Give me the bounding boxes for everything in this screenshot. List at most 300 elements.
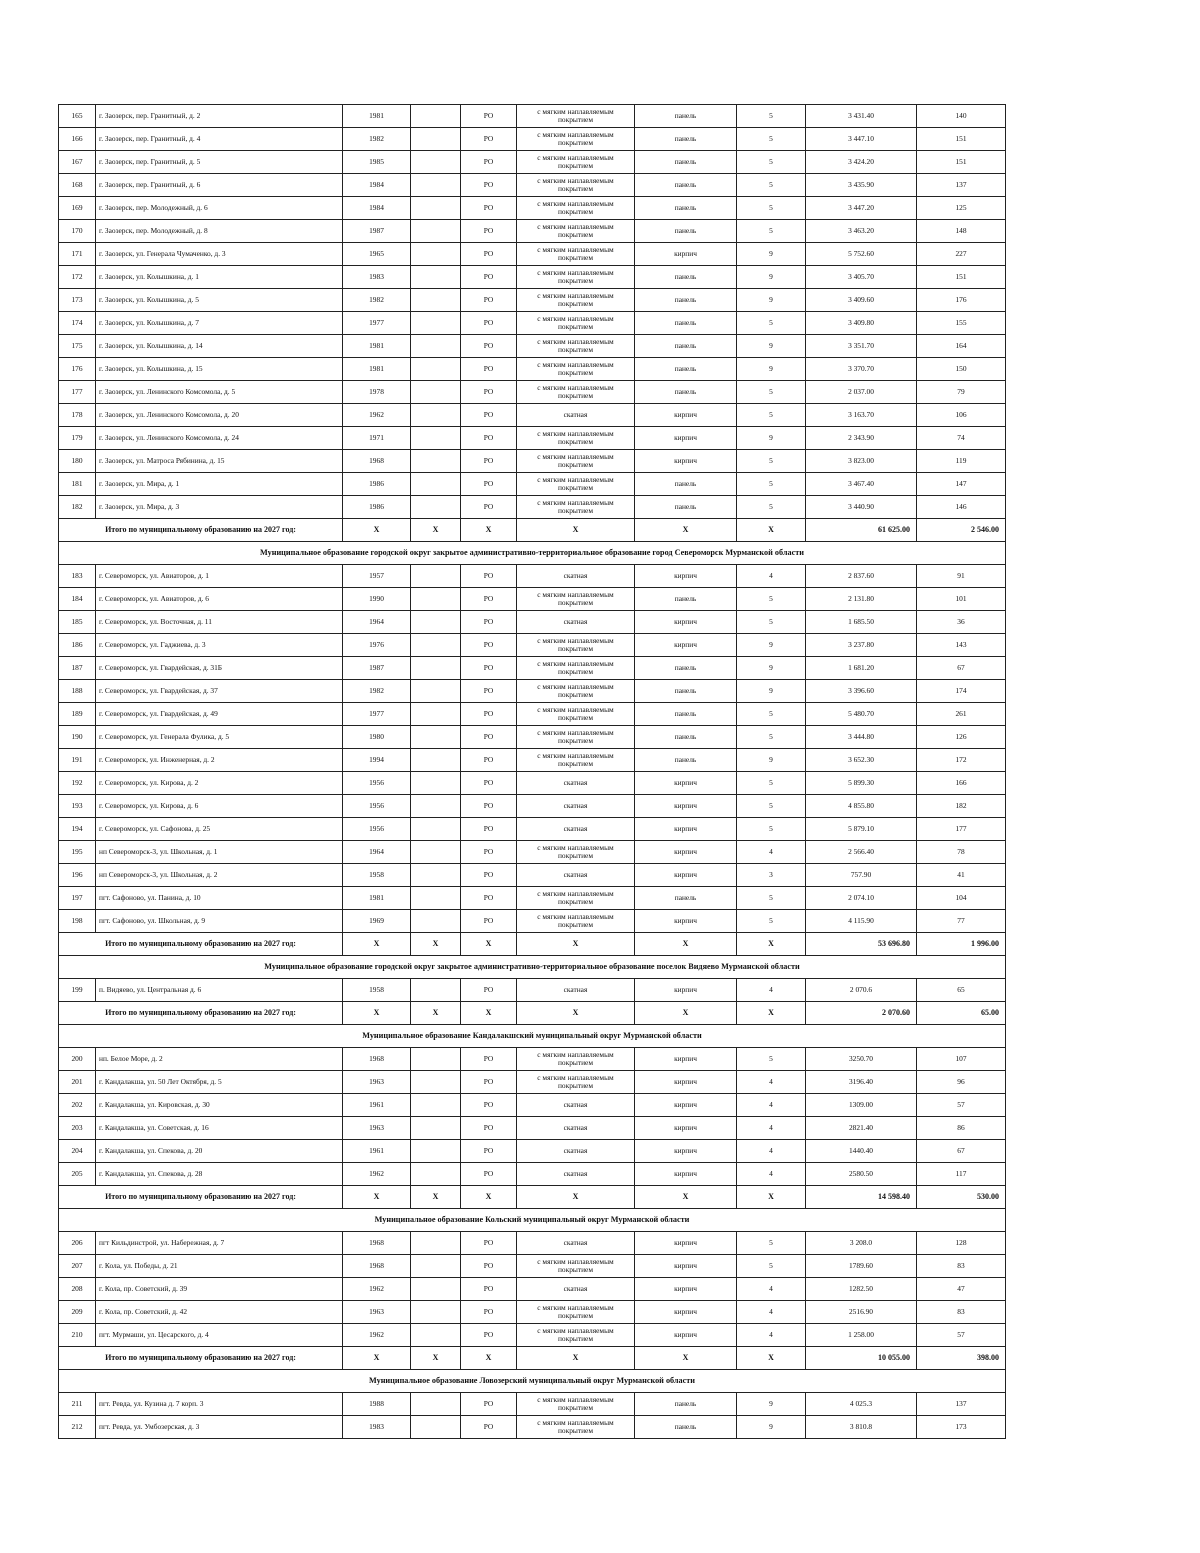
table-row bbox=[59, 128, 1006, 151]
residents-cell: 74 bbox=[917, 427, 1006, 450]
residents-cell: 41 bbox=[917, 864, 1006, 887]
area-cell: 1 258.00 bbox=[806, 1324, 917, 1347]
operator-cell: РО bbox=[461, 450, 517, 473]
operator-cell: РО bbox=[461, 1117, 517, 1140]
area-cell: 3 409.80 bbox=[806, 312, 917, 335]
wall-material-cell: кирпич bbox=[635, 1232, 737, 1255]
table-row bbox=[59, 312, 1006, 335]
year-built-cell: 1964 bbox=[343, 611, 411, 634]
address-cell: г. Заозерск, ул. Колышкина, д. 14 bbox=[96, 335, 343, 358]
address-cell: г. Кандалакша, ул. Спекова, д. 28 bbox=[96, 1163, 343, 1186]
roof-type-cell: с мягким наплавляемым покрытием bbox=[517, 381, 635, 404]
area-cell: 5 752.60 bbox=[806, 243, 917, 266]
row-number-cell: 177 bbox=[59, 381, 96, 404]
empty-cell bbox=[411, 128, 461, 151]
floors-cell: 4 bbox=[737, 1071, 806, 1094]
floors-cell: 4 bbox=[737, 979, 806, 1002]
operator-cell: РО bbox=[461, 887, 517, 910]
operator-cell: РО bbox=[461, 657, 517, 680]
address-cell: г. Заозерск, пер. Гранитный, д. 4 bbox=[96, 128, 343, 151]
address-cell: г. Кандалакша, ул. 50 Лет Октября, д. 5 bbox=[96, 1071, 343, 1094]
table-row bbox=[59, 818, 1006, 841]
subtotal-area-cell: 53 696.80 bbox=[806, 933, 917, 956]
table-row bbox=[59, 1048, 1006, 1071]
floors-cell: 9 bbox=[737, 749, 806, 772]
roof-type-cell: скатная bbox=[517, 1232, 635, 1255]
operator-cell: РО bbox=[461, 1071, 517, 1094]
subtotal-row bbox=[59, 1002, 1006, 1025]
operator-cell: РО bbox=[461, 680, 517, 703]
roof-type-cell: с мягким наплавляемым покрытием bbox=[517, 703, 635, 726]
address-cell: г. Заозерск, пер. Молодежный, д. 6 bbox=[96, 197, 343, 220]
residents-cell: 77 bbox=[917, 910, 1006, 933]
year-built-cell: 1981 bbox=[343, 358, 411, 381]
empty-cell bbox=[411, 358, 461, 381]
table-row bbox=[59, 105, 1006, 128]
subtotal-label: Итого по муниципальному образованию на 2027 год: bbox=[59, 519, 343, 542]
floors-cell: 5 bbox=[737, 818, 806, 841]
table-row bbox=[59, 1393, 1006, 1416]
floors-cell: 9 bbox=[737, 657, 806, 680]
roof-type-cell: с мягким наплавляемым покрытием bbox=[517, 680, 635, 703]
floors-cell: 5 bbox=[737, 404, 806, 427]
operator-cell: РО bbox=[461, 358, 517, 381]
year-built-cell: 1962 bbox=[343, 1278, 411, 1301]
residents-cell: 91 bbox=[917, 565, 1006, 588]
table-row bbox=[59, 1071, 1006, 1094]
empty-cell bbox=[411, 887, 461, 910]
year-built-cell: 1978 bbox=[343, 381, 411, 404]
subtotal-residents-cell: 530.00 bbox=[917, 1186, 1006, 1209]
address-cell: г. Заозерск, пер. Гранитный, д. 2 bbox=[96, 105, 343, 128]
subtotal-row bbox=[59, 1347, 1006, 1370]
roof-type-cell: с мягким наплавляемым покрытием bbox=[517, 588, 635, 611]
floors-cell: 5 bbox=[737, 473, 806, 496]
address-cell: нп Североморск-3, ул. Школьная, д. 2 bbox=[96, 864, 343, 887]
year-built-cell: 1984 bbox=[343, 174, 411, 197]
wall-material-cell: кирпич bbox=[635, 818, 737, 841]
subtotal-x-cell: X bbox=[635, 1347, 737, 1370]
year-built-cell: 1962 bbox=[343, 404, 411, 427]
operator-cell: РО bbox=[461, 1393, 517, 1416]
table-row bbox=[59, 1094, 1006, 1117]
row-number-cell: 188 bbox=[59, 680, 96, 703]
address-cell: п. Видяево, ул. Центральная д. 6 bbox=[96, 979, 343, 1002]
wall-material-cell: панель bbox=[635, 657, 737, 680]
floors-cell: 5 bbox=[737, 1048, 806, 1071]
operator-cell: РО bbox=[461, 1232, 517, 1255]
row-number-cell: 200 bbox=[59, 1048, 96, 1071]
floors-cell: 9 bbox=[737, 289, 806, 312]
table-row bbox=[59, 680, 1006, 703]
row-number-cell: 179 bbox=[59, 427, 96, 450]
residents-cell: 65 bbox=[917, 979, 1006, 1002]
residents-cell: 261 bbox=[917, 703, 1006, 726]
wall-material-cell: кирпич bbox=[635, 450, 737, 473]
roof-type-cell: скатная bbox=[517, 1094, 635, 1117]
empty-cell bbox=[411, 427, 461, 450]
residents-cell: 166 bbox=[917, 772, 1006, 795]
area-cell: 2 566.40 bbox=[806, 841, 917, 864]
address-cell: г. Североморск, ул. Восточная, д. 11 bbox=[96, 611, 343, 634]
roof-type-cell: скатная bbox=[517, 1278, 635, 1301]
operator-cell: РО bbox=[461, 1048, 517, 1071]
floors-cell: 9 bbox=[737, 358, 806, 381]
roof-type-cell: с мягким наплавляемым покрытием bbox=[517, 1048, 635, 1071]
wall-material-cell: панель bbox=[635, 749, 737, 772]
table-row bbox=[59, 358, 1006, 381]
operator-cell: РО bbox=[461, 1255, 517, 1278]
roof-type-cell: с мягким наплавляемым покрытием bbox=[517, 220, 635, 243]
roof-type-cell: с мягким наплавляемым покрытием bbox=[517, 473, 635, 496]
floors-cell: 5 bbox=[737, 312, 806, 335]
empty-cell bbox=[411, 105, 461, 128]
address-cell: г. Североморск, ул. Гвардейская, д. 31Б bbox=[96, 657, 343, 680]
table-row bbox=[59, 1232, 1006, 1255]
empty-cell bbox=[411, 703, 461, 726]
residents-cell: 182 bbox=[917, 795, 1006, 818]
row-number-cell: 183 bbox=[59, 565, 96, 588]
operator-cell: РО bbox=[461, 772, 517, 795]
operator-cell: РО bbox=[461, 1140, 517, 1163]
area-cell: 2 037.00 bbox=[806, 381, 917, 404]
empty-cell bbox=[411, 197, 461, 220]
floors-cell: 9 bbox=[737, 335, 806, 358]
row-number-cell: 175 bbox=[59, 335, 96, 358]
empty-cell bbox=[411, 243, 461, 266]
wall-material-cell: панель bbox=[635, 128, 737, 151]
subtotal-x-cell: X bbox=[635, 519, 737, 542]
row-number-cell: 165 bbox=[59, 105, 96, 128]
roof-type-cell: с мягким наплавляемым покрытием bbox=[517, 312, 635, 335]
municipality-header-row bbox=[59, 1370, 1006, 1393]
residents-cell: 67 bbox=[917, 1140, 1006, 1163]
roof-type-cell: с мягким наплавляемым покрытием bbox=[517, 266, 635, 289]
area-cell: 2516.90 bbox=[806, 1301, 917, 1324]
wall-material-cell: панель bbox=[635, 887, 737, 910]
residents-cell: 57 bbox=[917, 1094, 1006, 1117]
residents-cell: 101 bbox=[917, 588, 1006, 611]
residents-cell: 143 bbox=[917, 634, 1006, 657]
area-cell: 5 879.10 bbox=[806, 818, 917, 841]
area-cell: 3 208.0 bbox=[806, 1232, 917, 1255]
residents-cell: 227 bbox=[917, 243, 1006, 266]
table-row bbox=[59, 841, 1006, 864]
empty-cell bbox=[411, 749, 461, 772]
year-built-cell: 1958 bbox=[343, 864, 411, 887]
subtotal-label: Итого по муниципальному образованию на 2027 год: bbox=[59, 1347, 343, 1370]
area-cell: 3 652.30 bbox=[806, 749, 917, 772]
area-cell: 3 467.40 bbox=[806, 473, 917, 496]
subtotal-x-cell: X bbox=[517, 519, 635, 542]
subtotal-row bbox=[59, 933, 1006, 956]
row-number-cell: 189 bbox=[59, 703, 96, 726]
address-cell: г. Заозерск, ул. Генерала Чумаченко, д. 3 bbox=[96, 243, 343, 266]
operator-cell: РО bbox=[461, 588, 517, 611]
year-built-cell: 1956 bbox=[343, 818, 411, 841]
row-number-cell: 205 bbox=[59, 1163, 96, 1186]
subtotal-x-cell: X bbox=[461, 1186, 517, 1209]
roof-type-cell: с мягким наплавляемым покрытием bbox=[517, 335, 635, 358]
operator-cell: РО bbox=[461, 1416, 517, 1439]
year-built-cell: 1983 bbox=[343, 266, 411, 289]
roof-type-cell: скатная bbox=[517, 1163, 635, 1186]
area-cell: 3 823.00 bbox=[806, 450, 917, 473]
floors-cell: 4 bbox=[737, 1301, 806, 1324]
residents-cell: 79 bbox=[917, 381, 1006, 404]
housing-register-table bbox=[58, 104, 1006, 1439]
municipality-title: Муниципальное образование городской округ закрытое административно-территориальное образование город Североморск Мурманской области bbox=[59, 542, 1006, 565]
area-cell: 3 440.90 bbox=[806, 496, 917, 519]
table-body bbox=[59, 105, 1006, 1439]
residents-cell: 96 bbox=[917, 1071, 1006, 1094]
table-row bbox=[59, 1140, 1006, 1163]
year-built-cell: 1982 bbox=[343, 128, 411, 151]
subtotal-x-cell: X bbox=[343, 1186, 411, 1209]
municipality-header-row bbox=[59, 542, 1006, 565]
floors-cell: 5 bbox=[737, 174, 806, 197]
operator-cell: РО bbox=[461, 404, 517, 427]
subtotal-area-cell: 14 598.40 bbox=[806, 1186, 917, 1209]
floors-cell: 4 bbox=[737, 565, 806, 588]
wall-material-cell: кирпич bbox=[635, 864, 737, 887]
year-built-cell: 1963 bbox=[343, 1117, 411, 1140]
table-row bbox=[59, 243, 1006, 266]
row-number-cell: 171 bbox=[59, 243, 96, 266]
roof-type-cell: скатная bbox=[517, 565, 635, 588]
empty-cell bbox=[411, 841, 461, 864]
subtotal-x-cell: X bbox=[461, 519, 517, 542]
empty-cell bbox=[411, 266, 461, 289]
wall-material-cell: панель bbox=[635, 220, 737, 243]
residents-cell: 47 bbox=[917, 1278, 1006, 1301]
wall-material-cell: кирпич bbox=[635, 427, 737, 450]
floors-cell: 4 bbox=[737, 1094, 806, 1117]
table-row bbox=[59, 1416, 1006, 1439]
row-number-cell: 194 bbox=[59, 818, 96, 841]
address-cell: пгт. Ревда, ул. Умбозерская, д. 3 bbox=[96, 1416, 343, 1439]
empty-cell bbox=[411, 1094, 461, 1117]
municipality-title: Муниципальное образование Ловозерский муниципальный округ Мурманской области bbox=[59, 1370, 1006, 1393]
floors-cell: 9 bbox=[737, 680, 806, 703]
subtotal-x-cell: X bbox=[343, 1002, 411, 1025]
subtotal-residents-cell: 398.00 bbox=[917, 1347, 1006, 1370]
wall-material-cell: кирпич bbox=[635, 404, 737, 427]
empty-cell bbox=[411, 1232, 461, 1255]
operator-cell: РО bbox=[461, 312, 517, 335]
row-number-cell: 206 bbox=[59, 1232, 96, 1255]
table-row bbox=[59, 1163, 1006, 1186]
wall-material-cell: панель bbox=[635, 312, 737, 335]
row-number-cell: 199 bbox=[59, 979, 96, 1002]
subtotal-x-cell: X bbox=[737, 519, 806, 542]
floors-cell: 9 bbox=[737, 266, 806, 289]
wall-material-cell: кирпич bbox=[635, 1255, 737, 1278]
empty-cell bbox=[411, 473, 461, 496]
table-row bbox=[59, 749, 1006, 772]
roof-type-cell: скатная bbox=[517, 795, 635, 818]
municipality-title: Муниципальное образование городской округ закрытое административно-территориальное образование поселок Видяево Мурманской области bbox=[59, 956, 1006, 979]
wall-material-cell: кирпич bbox=[635, 910, 737, 933]
row-number-cell: 191 bbox=[59, 749, 96, 772]
empty-cell bbox=[411, 910, 461, 933]
subtotal-x-cell: X bbox=[461, 1347, 517, 1370]
subtotal-x-cell: X bbox=[411, 1347, 461, 1370]
wall-material-cell: кирпич bbox=[635, 1301, 737, 1324]
residents-cell: 148 bbox=[917, 220, 1006, 243]
address-cell: пгт. Мурмаши, ул. Цесарского, д. 4 bbox=[96, 1324, 343, 1347]
roof-type-cell: с мягким наплавляемым покрытием bbox=[517, 1416, 635, 1439]
address-cell: г. Заозерск, ул. Мира, д. 1 bbox=[96, 473, 343, 496]
residents-cell: 107 bbox=[917, 1048, 1006, 1071]
roof-type-cell: с мягким наплавляемым покрытием bbox=[517, 749, 635, 772]
area-cell: 2821.40 bbox=[806, 1117, 917, 1140]
row-number-cell: 196 bbox=[59, 864, 96, 887]
wall-material-cell: панель bbox=[635, 726, 737, 749]
year-built-cell: 1981 bbox=[343, 887, 411, 910]
table-row bbox=[59, 588, 1006, 611]
residents-cell: 83 bbox=[917, 1255, 1006, 1278]
subtotal-x-cell: X bbox=[461, 1002, 517, 1025]
area-cell: 1 681.20 bbox=[806, 657, 917, 680]
area-cell: 5 480.70 bbox=[806, 703, 917, 726]
roof-type-cell: скатная bbox=[517, 772, 635, 795]
address-cell: г. Заозерск, пер. Молодежный, д. 8 bbox=[96, 220, 343, 243]
floors-cell: 3 bbox=[737, 864, 806, 887]
row-number-cell: 169 bbox=[59, 197, 96, 220]
operator-cell: РО bbox=[461, 243, 517, 266]
subtotal-row bbox=[59, 1186, 1006, 1209]
address-cell: нп Североморск-3, ул. Школьная, д. 1 bbox=[96, 841, 343, 864]
roof-type-cell: с мягким наплавляемым покрытием bbox=[517, 1324, 635, 1347]
wall-material-cell: кирпич bbox=[635, 1278, 737, 1301]
year-built-cell: 1965 bbox=[343, 243, 411, 266]
floors-cell: 5 bbox=[737, 496, 806, 519]
address-cell: г. Кандалакша, ул. Кировская, д. 30 bbox=[96, 1094, 343, 1117]
floors-cell: 9 bbox=[737, 634, 806, 657]
year-built-cell: 1977 bbox=[343, 312, 411, 335]
area-cell: 1 685.50 bbox=[806, 611, 917, 634]
table-row bbox=[59, 795, 1006, 818]
floors-cell: 9 bbox=[737, 1416, 806, 1439]
row-number-cell: 176 bbox=[59, 358, 96, 381]
wall-material-cell: панель bbox=[635, 174, 737, 197]
roof-type-cell: с мягким наплавляемым покрытием bbox=[517, 910, 635, 933]
row-number-cell: 193 bbox=[59, 795, 96, 818]
roof-type-cell: с мягким наплавляемым покрытием bbox=[517, 174, 635, 197]
year-built-cell: 1962 bbox=[343, 1324, 411, 1347]
empty-cell bbox=[411, 381, 461, 404]
wall-material-cell: панель bbox=[635, 703, 737, 726]
year-built-cell: 1968 bbox=[343, 450, 411, 473]
area-cell: 3 424.20 bbox=[806, 151, 917, 174]
table-row bbox=[59, 910, 1006, 933]
area-cell: 4 115.90 bbox=[806, 910, 917, 933]
operator-cell: РО bbox=[461, 105, 517, 128]
floors-cell: 5 bbox=[737, 1232, 806, 1255]
operator-cell: РО bbox=[461, 634, 517, 657]
area-cell: 3 431.40 bbox=[806, 105, 917, 128]
subtotal-x-cell: X bbox=[461, 933, 517, 956]
row-number-cell: 202 bbox=[59, 1094, 96, 1117]
year-built-cell: 1958 bbox=[343, 979, 411, 1002]
roof-type-cell: с мягким наплавляемым покрытием bbox=[517, 887, 635, 910]
address-cell: пгт Кильдинстрой, ул. Набережная, д. 7 bbox=[96, 1232, 343, 1255]
year-built-cell: 1961 bbox=[343, 1094, 411, 1117]
row-number-cell: 211 bbox=[59, 1393, 96, 1416]
operator-cell: РО bbox=[461, 1324, 517, 1347]
row-number-cell: 198 bbox=[59, 910, 96, 933]
address-cell: пгт. Сафоново, ул. Школьная, д. 9 bbox=[96, 910, 343, 933]
area-cell: 1282.50 bbox=[806, 1278, 917, 1301]
residents-cell: 140 bbox=[917, 105, 1006, 128]
row-number-cell: 166 bbox=[59, 128, 96, 151]
area-cell: 2 074.10 bbox=[806, 887, 917, 910]
row-number-cell: 167 bbox=[59, 151, 96, 174]
subtotal-x-cell: X bbox=[343, 1347, 411, 1370]
row-number-cell: 203 bbox=[59, 1117, 96, 1140]
address-cell: г. Североморск, ул. Гвардейская, д. 49 bbox=[96, 703, 343, 726]
roof-type-cell: с мягким наплавляемым покрытием bbox=[517, 243, 635, 266]
wall-material-cell: кирпич bbox=[635, 1117, 737, 1140]
year-built-cell: 1982 bbox=[343, 680, 411, 703]
floors-cell: 5 bbox=[737, 128, 806, 151]
municipality-header-row bbox=[59, 956, 1006, 979]
roof-type-cell: с мягким наплавляемым покрытием bbox=[517, 657, 635, 680]
subtotal-x-cell: X bbox=[737, 1002, 806, 1025]
area-cell: 3 351.70 bbox=[806, 335, 917, 358]
roof-type-cell: с мягким наплавляемым покрытием bbox=[517, 634, 635, 657]
year-built-cell: 1976 bbox=[343, 634, 411, 657]
wall-material-cell: панель bbox=[635, 289, 737, 312]
operator-cell: РО bbox=[461, 473, 517, 496]
roof-type-cell: с мягким наплавляемым покрытием bbox=[517, 197, 635, 220]
address-cell: пгт. Ревда, ул. Кузина д. 7 корп. 3 bbox=[96, 1393, 343, 1416]
area-cell: 3 237.80 bbox=[806, 634, 917, 657]
table-row bbox=[59, 450, 1006, 473]
operator-cell: РО bbox=[461, 795, 517, 818]
empty-cell bbox=[411, 335, 461, 358]
address-cell: г. Кандалакша, ул. Советская, д. 16 bbox=[96, 1117, 343, 1140]
roof-type-cell: с мягким наплавляемым покрытием bbox=[517, 289, 635, 312]
residents-cell: 173 bbox=[917, 1416, 1006, 1439]
wall-material-cell: панель bbox=[635, 335, 737, 358]
subtotal-x-cell: X bbox=[411, 1002, 461, 1025]
address-cell: г. Заозерск, ул. Колышкина, д. 15 bbox=[96, 358, 343, 381]
wall-material-cell: кирпич bbox=[635, 611, 737, 634]
operator-cell: РО bbox=[461, 1301, 517, 1324]
wall-material-cell: кирпич bbox=[635, 979, 737, 1002]
subtotal-x-cell: X bbox=[411, 519, 461, 542]
residents-cell: 151 bbox=[917, 151, 1006, 174]
row-number-cell: 182 bbox=[59, 496, 96, 519]
empty-cell bbox=[411, 496, 461, 519]
operator-cell: РО bbox=[461, 266, 517, 289]
subtotal-x-cell: X bbox=[517, 1186, 635, 1209]
residents-cell: 119 bbox=[917, 450, 1006, 473]
floors-cell: 4 bbox=[737, 1117, 806, 1140]
wall-material-cell: кирпич bbox=[635, 1048, 737, 1071]
operator-cell: РО bbox=[461, 335, 517, 358]
floors-cell: 5 bbox=[737, 703, 806, 726]
table-row bbox=[59, 381, 1006, 404]
floors-cell: 5 bbox=[737, 910, 806, 933]
subtotal-x-cell: X bbox=[635, 1186, 737, 1209]
area-cell: 2 343.90 bbox=[806, 427, 917, 450]
wall-material-cell: панель bbox=[635, 105, 737, 128]
roof-type-cell: с мягким наплавляемым покрытием bbox=[517, 151, 635, 174]
row-number-cell: 204 bbox=[59, 1140, 96, 1163]
